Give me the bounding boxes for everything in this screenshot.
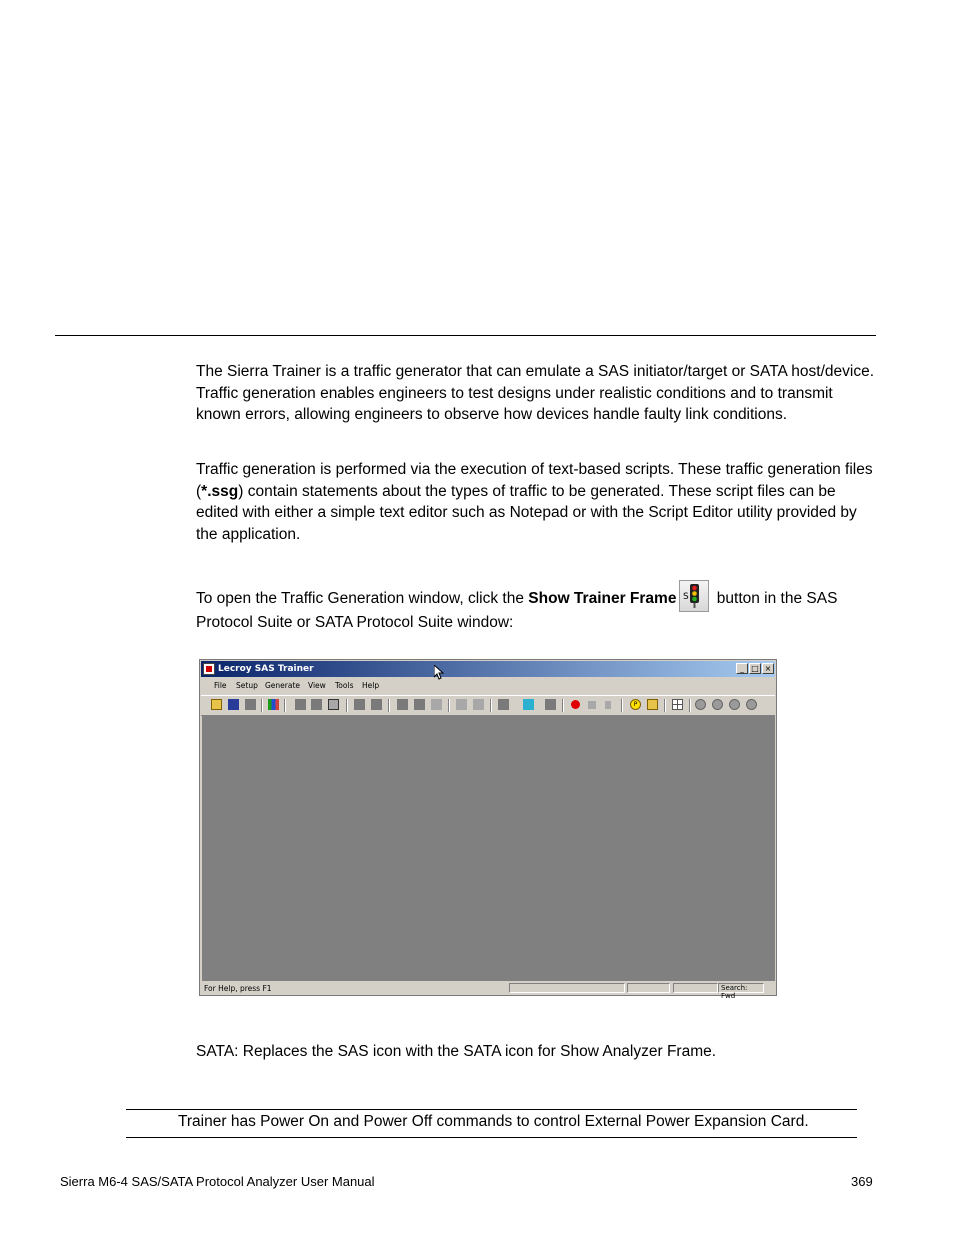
button-name-bold: Show Trainer Frame [528,590,677,607]
toolbar-separator [621,699,623,712]
traffic-light-icon [679,580,709,612]
layer-3-icon[interactable] [729,699,740,710]
open-icon[interactable] [211,699,222,710]
menu-file[interactable]: File [214,681,227,690]
footer-page-number: 369 [851,1174,873,1189]
pause-icon[interactable] [605,701,611,709]
workspace-area[interactable] [202,715,775,981]
find-icon[interactable] [354,699,365,710]
status-bar [201,982,775,1000]
status-pane [509,983,625,993]
close-icon[interactable]: × [762,663,774,674]
intro-paragraph-3 [196,580,876,634]
text-run: button in the SAS Protocol Suite or SATA Protocol Suite window: [196,590,838,631]
window-title: Lecroy SAS Trainer [218,664,314,674]
menu-view[interactable]: View [308,681,326,690]
power-icon[interactable]: P [630,699,641,710]
search-status-pane: Search: Fwd [718,983,764,993]
intro-paragraph-2 [196,459,876,545]
toolbar-separator [689,699,691,712]
layer-4-icon[interactable] [746,699,757,710]
mouse-cursor-icon [434,665,444,680]
paragraph-text [196,580,876,634]
trace-icon[interactable] [545,699,556,710]
toolbar-separator [562,699,564,712]
bus-icon[interactable] [523,699,534,710]
record-icon[interactable] [571,700,580,709]
colors-icon[interactable] [268,699,279,710]
maximize-icon[interactable]: □ [749,663,761,674]
sata-note-paragraph [196,1041,876,1063]
app-icon [203,663,215,675]
intro-paragraph-1 [196,361,876,426]
text-run: ) contain statements about the types of traffic to be generated. These script files can be edited with either a simple text editor such as Notepad or with the Script Editor utility provided by the application. [196,482,857,543]
bookmark-icon[interactable] [414,699,425,710]
note-top-rule [126,1109,857,1110]
filter-icon[interactable] [456,699,467,710]
menu-bar [201,678,775,694]
menu-generate[interactable]: Generate [265,681,301,690]
toolbar-separator [490,699,492,712]
menu-tools[interactable]: Tools [335,681,354,690]
toolbar-separator [388,699,390,712]
note-text: Trainer has Power On and Power Off commands to control External Power Expansion Card. [178,1113,809,1130]
paragraph-text [196,459,876,545]
svg-text:S: S [683,592,690,602]
zoom-in-icon[interactable] [295,699,306,710]
status-pane [673,983,718,993]
goto-icon[interactable] [397,699,408,710]
toolbar-separator [346,699,348,712]
stop-icon[interactable] [588,701,596,709]
footer-manual-title: Sierra M6-4 SAS/SATA Protocol Analyzer User Manual [60,1174,375,1189]
file-extension-bold: *.ssg [201,482,239,500]
section-divider [55,335,876,336]
toolbar-separator [261,699,263,712]
edit-icon[interactable] [245,699,256,710]
menu-help[interactable]: Help [362,681,380,690]
menu-setup[interactable]: Setup [236,681,258,690]
trainer-window-screenshot [199,659,777,1000]
layout-grid-icon[interactable] [672,699,683,710]
toolbar-separator [284,699,286,712]
layer-1-icon[interactable] [695,699,706,710]
toolbar-separator [664,699,666,712]
wrap-icon[interactable] [328,699,339,710]
find-next-icon[interactable] [371,699,382,710]
status-text: For Help, press F1 [204,984,272,993]
status-pane [627,983,670,993]
text-run: Traffic generation is performed via the execution of text-based scripts. These traffic generation files ( [196,461,873,500]
save-icon[interactable] [228,699,239,710]
settings-icon[interactable] [498,699,509,710]
window-titlebar [201,661,775,677]
toolbar [201,695,775,716]
toolbar-separator [448,699,450,712]
text-run: To open the Traffic Generation window, click the [196,590,529,607]
undo-icon[interactable] [431,699,442,710]
paragraph-text: SATA: Replaces the SAS icon with the SATA icon for Show Analyzer Frame. [196,1043,717,1060]
minimize-icon[interactable]: _ [736,663,748,674]
note-bottom-rule [126,1137,857,1138]
zoom-out-icon[interactable] [311,699,322,710]
paragraph-text: The Sierra Trainer is a traffic generator that can emulate a SAS initiator/target or SATA host/device. Traffic generation enables engineers to test designs under realistic conditions and to transmit known errors, allowing engineers to observe how devices handle faulty link conditions. [196,363,875,424]
folder-icon[interactable] [647,699,658,710]
hide-icon[interactable] [473,699,484,710]
layer-2-icon[interactable] [712,699,723,710]
